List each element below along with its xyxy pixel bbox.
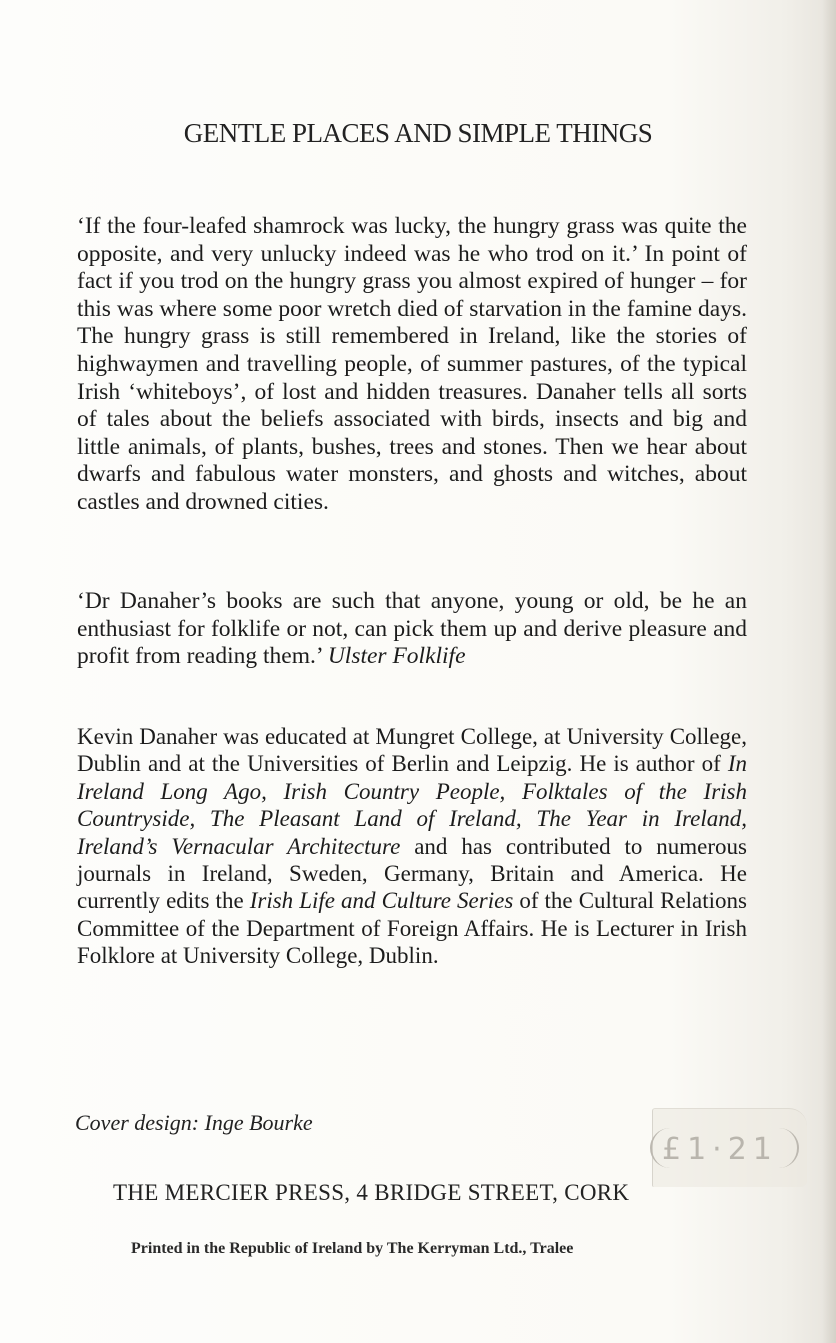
bio-middle: and has contributed to numerous journals in Ireland, Sweden, Germany, Britain and America. He currently edits the xyxy=(77,833,747,914)
review-quote-text: ‘Dr Danaher’s books are such that anyone, young or old, be he an enthusiast for folklife or not, can pick them up and derive pleasure and profit from reading them.’ xyxy=(77,588,747,670)
page-edge-shadow xyxy=(822,0,836,1343)
bio-works: In Ireland Long Ago, Irish Country People, Folktales of the Irish Countryside, The Pleasant Land of Ireland, The Year in Ireland, Ireland’s Vernacular Architecture xyxy=(77,751,747,859)
review-quote-body xyxy=(77,588,747,671)
bio-end: of the Cultural Relations Committee of the Department of Foreign Affairs. He is Lecturer in Irish Folklore at University College, Dublin. xyxy=(77,888,747,969)
bio-intro: Kevin Danaher was educated at Mungret College, at University College, Dublin and at the Universities of Berlin and Leipzig. He is author of xyxy=(77,724,747,777)
review-quote-source: Ulster Folklife xyxy=(327,643,466,670)
author-bio-body xyxy=(77,723,747,970)
blurb-paragraph xyxy=(77,213,747,517)
bio-series: Irish Life and Culture Series xyxy=(249,888,514,914)
review-quote xyxy=(77,588,747,671)
author-bio xyxy=(77,723,747,970)
cover-design-credit: Cover design: Inge Bourke xyxy=(75,1110,313,1135)
page-title: GENTLE PLACES AND SIMPLE THINGS xyxy=(183,118,653,148)
price-label: £1·21 xyxy=(662,1132,778,1167)
printer-line: Printed in the Republic of Ireland by The Kerryman Ltd., Tralee xyxy=(131,1240,574,1257)
blurb-text: ‘If the four-leafed shamrock was lucky, the hungry grass was quite the opposite, and very unlucky indeed was he who trod on it.’ In point of fact if you trod on the hungry grass you almost expired of hunger – for this was where some poor wretch died of starvation in the famine days. The hungry grass is still remembered in Ireland, like the stories of highwaymen and travelling people, of summer pastures, of the typical Irish ‘whiteboys’, of lost and hidden treasures. Danaher tells all sorts of tales about the beliefs associated with birds, insects and big and little animals, of plants, bushes, trees and stones. Then we hear about dwarfs and fabulous water monsters, and ghosts and witches, about castles and drowned cities. xyxy=(77,213,747,515)
publisher-line: THE MERCIER PRESS, 4 BRIDGE STREET, CORK xyxy=(113,1180,630,1205)
